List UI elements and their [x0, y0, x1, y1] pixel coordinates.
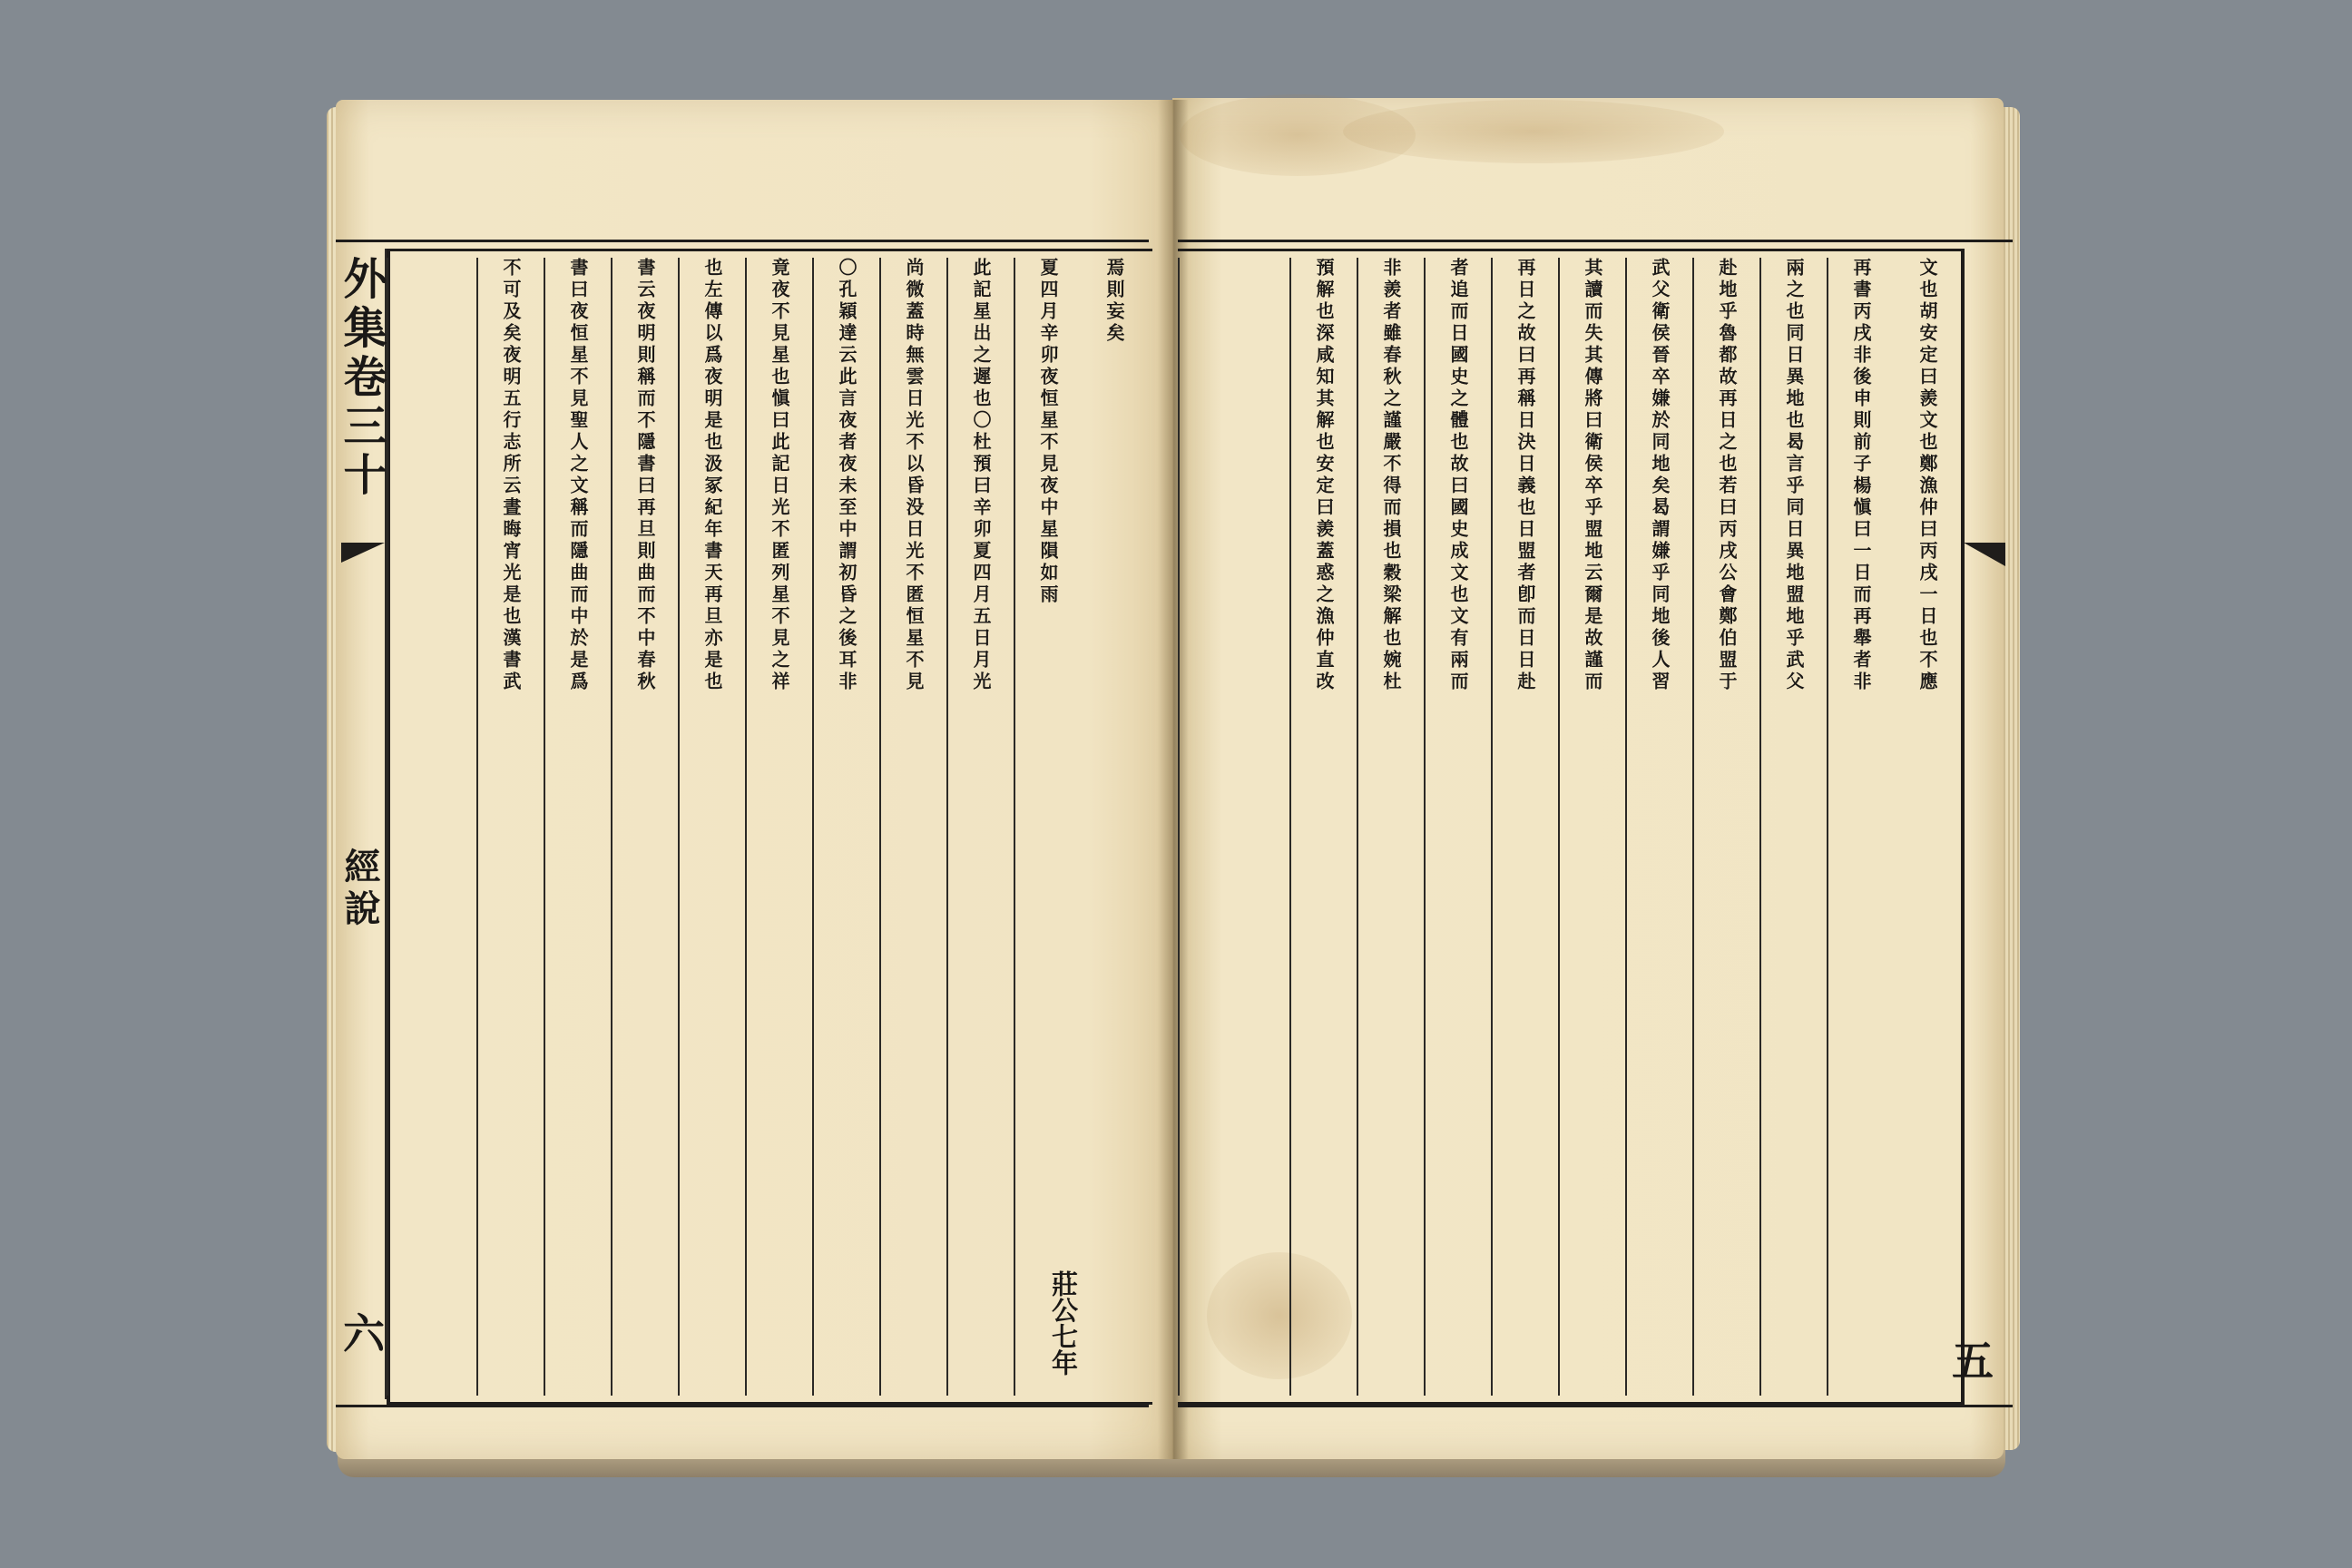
text-column	[1759, 258, 1827, 1396]
section-title: 經說	[338, 848, 381, 931]
column-text: 非羨者雖春秋之謹嚴不得而損也穀梁解也婉杜	[1380, 258, 1402, 693]
column-text: 焉則妄矣	[1103, 258, 1125, 345]
column-text: 其讀而失其傳將曰衛侯卒乎盟地云爾是故謹而	[1582, 258, 1603, 693]
column-text: 夏四月辛卯夜恒星不見夜中星隕如雨	[1037, 258, 1059, 606]
column-text: 也左傳以爲夜明是也汲冢紀年書天再旦亦是也	[701, 258, 723, 693]
bottom-rule-right	[1178, 1405, 2013, 1407]
column-text: 竟夜不見星也愼曰此記日光不匿列星不見之祥	[769, 258, 790, 693]
text-column	[946, 258, 1014, 1396]
page-number-right: 五	[1952, 1337, 1994, 1386]
text-column	[611, 258, 678, 1396]
column-text: 再書丙戌非後申則前子楊愼曰一日而再舉者非	[1850, 258, 1872, 693]
text-column	[879, 258, 946, 1396]
page-number-left: 六	[343, 1309, 385, 1358]
column-text: 者追而日國史之體也故曰國史成文也文有兩而	[1447, 258, 1469, 693]
interlinear-note: 莊公七年	[1048, 1270, 1079, 1376]
top-rule-left	[336, 240, 1149, 242]
text-column	[812, 258, 879, 1396]
text-column	[1894, 258, 1961, 1396]
text-column	[1289, 258, 1357, 1396]
text-column	[1424, 258, 1491, 1396]
column-text: 文也胡安定曰羨文也鄭漁仲曰丙戌一日也不應	[1916, 258, 1938, 693]
column-text: 預解也深咸知其解也安定曰羨蓋惑之漁仲直改	[1313, 258, 1335, 693]
text-column	[678, 258, 745, 1396]
text-column	[1081, 258, 1148, 1396]
column-text: 〇孔穎達云此言夜者夜未至中謂初昏之後耳非	[836, 258, 858, 693]
text-column	[1491, 258, 1558, 1396]
text-column	[476, 258, 544, 1396]
column-text: 再日之故曰再稱日決日義也日盟者卽而日日赴	[1514, 258, 1536, 693]
volume-title: 外集卷三十	[336, 256, 387, 501]
banxin-left	[336, 249, 387, 1399]
text-column	[1558, 258, 1625, 1396]
fishtail-mark-left	[341, 543, 385, 563]
bottom-rule-left	[336, 1405, 1149, 1407]
text-column	[1014, 258, 1081, 1396]
banxin-right	[1952, 249, 2004, 1399]
text-column	[1357, 258, 1424, 1396]
text-column-empty	[387, 258, 476, 1396]
column-text: 赴地乎魯都故再日之也若曰丙戌公會鄭伯盟于	[1716, 258, 1738, 693]
column-text: 武父衛侯晉卒嫌於同地矣曷謂嫌乎同地後人習	[1649, 258, 1671, 693]
age-stain	[1343, 100, 1724, 163]
text-column	[745, 258, 812, 1396]
column-text: 兩之也同日異地也曷言乎同日異地盟地乎武父	[1783, 258, 1805, 693]
top-rule-right	[1178, 240, 2013, 242]
column-text: 此記星出之遲也〇杜預曰辛卯夏四月五日月光	[970, 258, 992, 693]
text-column-empty	[1178, 258, 1289, 1396]
column-text: 書云夜明則稱而不隱書曰再旦則曲而不中春秋	[634, 258, 656, 693]
text-column	[1827, 258, 1894, 1396]
text-column	[544, 258, 611, 1396]
column-text: 書曰夜恒星不見聖人之文稱而隱曲而中於是爲	[567, 258, 589, 693]
text-column	[1625, 258, 1692, 1396]
fishtail-mark-right	[1964, 543, 2005, 566]
column-text: 不可及矣夜明五行志所云晝晦宵光是也漢書武	[500, 258, 522, 693]
text-column	[1692, 258, 1759, 1396]
column-text: 尚微蓋時無雲日光不以昏没日光不匿恒星不見	[903, 258, 925, 693]
